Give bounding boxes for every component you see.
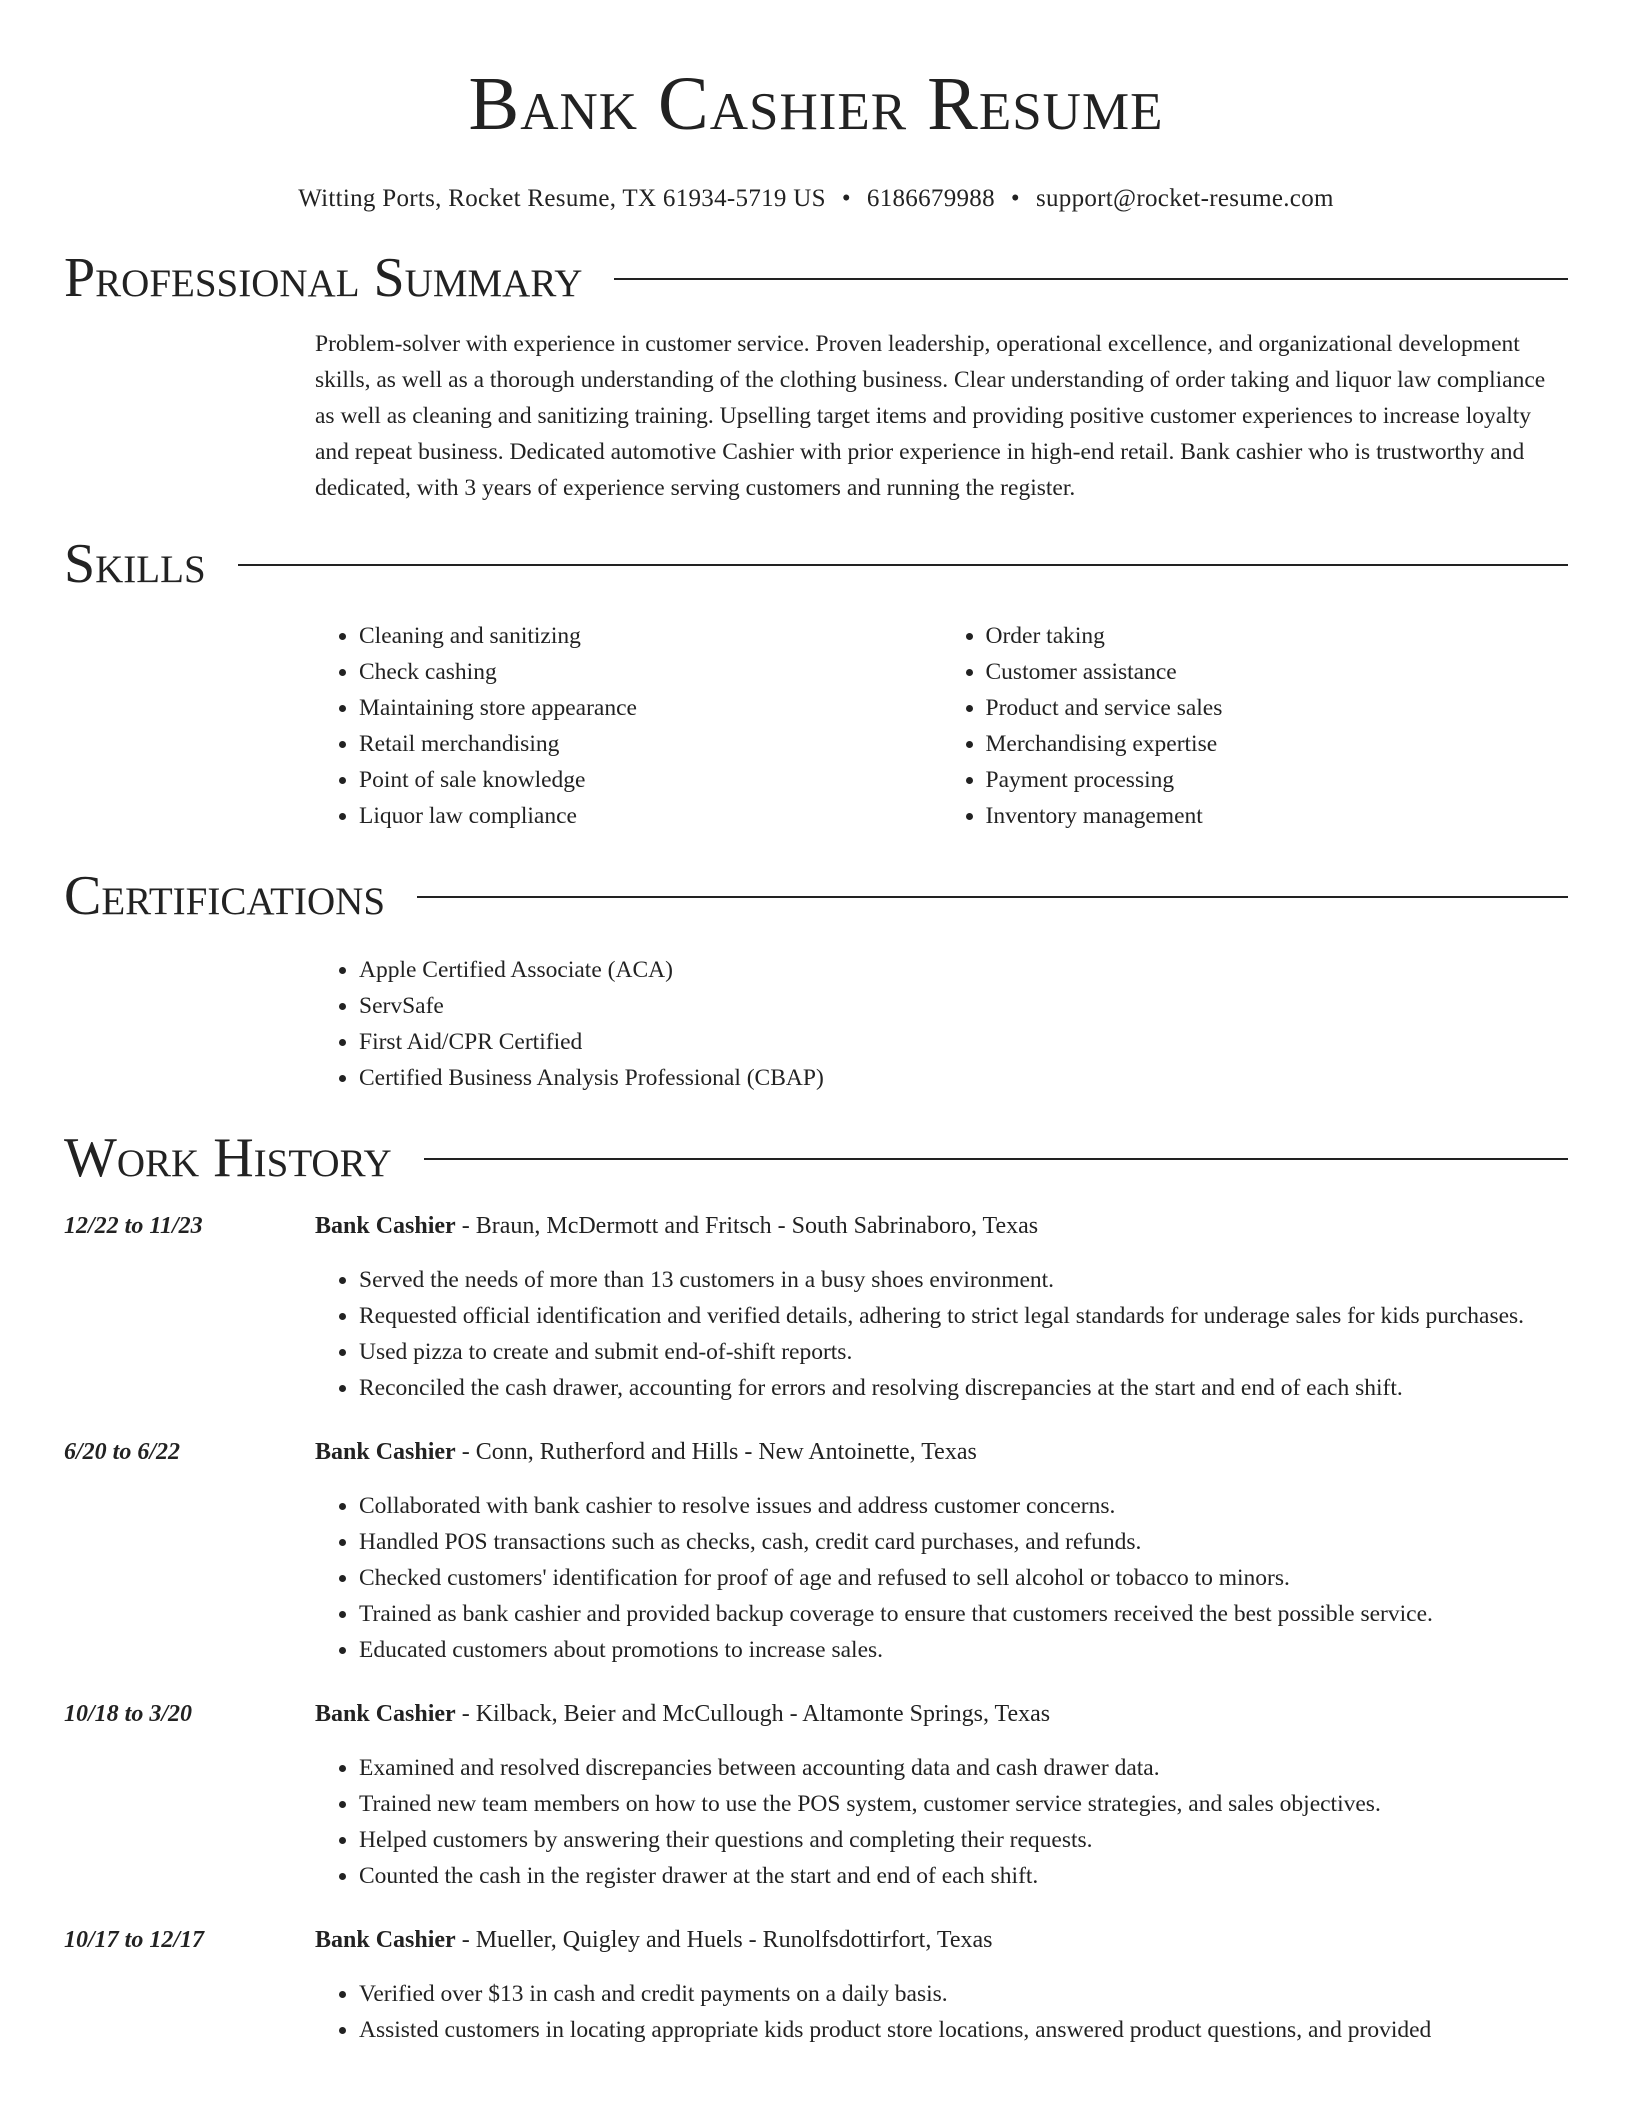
- contact-separator: •: [841, 185, 851, 212]
- summary-text: Problem-solver with experience in customer service. Proven leadership, operational excellence, and organizational development skills, as well as a thorough understanding of the clothing business. Clear understanding of order taking and liquor law compliance as well as cleaning and sanitizing training. Upselling target items and providing positive customer experiences to increase loyalty and repeat business. Dedicated automotive Cashier with prior experience in high-end retail. Bank cashier who is trustworthy and dedicated, with 3 years of experience serving customers and running the register.: [315, 331, 1546, 501]
- job-employer: - Mueller, Quigley and Huels - Runolfsdottirfort, Texas: [455, 1927, 993, 1953]
- job-dates: 12/22 to 11/23: [64, 1213, 203, 1239]
- job-bullets: [315, 1262, 1568, 1406]
- summary-heading: Professional Summary: [64, 247, 583, 309]
- resume-title: Bank Cashier Resume: [468, 62, 1164, 146]
- contact-phone: 6186679988: [866, 185, 995, 212]
- job-entry: [64, 1922, 1568, 2048]
- job-header: [315, 1696, 1568, 1732]
- job-header: [315, 1208, 1568, 1244]
- job-bullet: • Served the needs of more than 13 customers in a busy shoes environment.: [359, 1262, 1568, 1298]
- skill-item: • Inventory management: [986, 798, 1569, 834]
- job-title: Bank Cashier: [315, 1439, 456, 1465]
- job-bullet: • Trained new team members on how to use the POS system, customer service strategies, and sales objectives.: [359, 1786, 1568, 1822]
- summary-section-header: [64, 246, 1568, 310]
- skill-item: • Maintaining store appearance: [359, 690, 942, 726]
- job-bullets: [315, 1976, 1568, 2048]
- skills-column-right: [942, 618, 1569, 834]
- job-content: [315, 1696, 1568, 1894]
- job-entry: [64, 1208, 1568, 1406]
- job-title: Bank Cashier: [315, 1701, 456, 1727]
- work-history-heading: Work History: [64, 1127, 392, 1189]
- job-bullet: • Reconciled the cash drawer, accounting for errors and resolving discrepancies at the start and end of each shift.: [359, 1370, 1568, 1406]
- certification-item: • First Aid/CPR Certified: [359, 1024, 1568, 1060]
- work-history-section-header: [64, 1126, 1568, 1190]
- job-title: Bank Cashier: [315, 1927, 456, 1953]
- contact-address: Witting Ports, Rocket Resume, TX 61934-5719 US: [298, 185, 826, 212]
- job-bullet: • Checked customers' identification for proof of age and refused to sell alcohol or tobacco to minors.: [359, 1560, 1568, 1596]
- job-employer: - Kilback, Beier and McCullough - Altamonte Springs, Texas: [455, 1701, 1051, 1727]
- job-title: Bank Cashier: [315, 1213, 456, 1239]
- skills-column-left: [315, 618, 942, 834]
- skill-item: • Retail merchandising: [359, 726, 942, 762]
- job-dates: 6/20 to 6/22: [64, 1439, 181, 1465]
- job-bullet: • Counted the cash in the register drawer at the start and end of each shift.: [359, 1858, 1568, 1894]
- job-bullet: • Handled POS transactions such as checks, cash, credit card purchases, and refunds.: [359, 1524, 1568, 1560]
- skill-item: • Point of sale knowledge: [359, 762, 942, 798]
- section-divider: [424, 1158, 1568, 1160]
- skill-item: • Product and service sales: [986, 690, 1569, 726]
- skill-item: • Cleaning and sanitizing: [359, 618, 942, 654]
- section-divider: [417, 896, 1568, 898]
- job-bullet: • Educated customers about promotions to increase sales.: [359, 1632, 1568, 1668]
- job-bullet: • Collaborated with bank cashier to resolve issues and address customer concerns.: [359, 1488, 1568, 1524]
- job-employer: - Braun, McDermott and Fritsch - South Sabrinaboro, Texas: [455, 1213, 1039, 1239]
- job-dates: 10/18 to 3/20: [64, 1701, 193, 1727]
- job-entry: [64, 1434, 1568, 1668]
- job-bullet: • Used pizza to create and submit end-of-shift reports.: [359, 1334, 1568, 1370]
- job-bullet: • Examined and resolved discrepancies between accounting data and cash drawer data.: [359, 1750, 1568, 1786]
- skills-section-header: [64, 532, 1568, 596]
- certification-item: • Certified Business Analysis Professional (CBAP): [359, 1060, 1568, 1096]
- job-header: [315, 1434, 1568, 1470]
- certification-item: • ServSafe: [359, 988, 1568, 1024]
- job-content: [315, 1434, 1568, 1668]
- job-bullet: • Verified over $13 in cash and credit payments on a daily basis.: [359, 1976, 1568, 2012]
- job-content: [315, 1208, 1568, 1406]
- job-employer: - Conn, Rutherford and Hills - New Antoinette, Texas: [455, 1439, 977, 1465]
- job-entry: [64, 1696, 1568, 1894]
- contact-separator: •: [1010, 185, 1020, 212]
- certifications-section-header: [64, 864, 1568, 928]
- skill-item: • Merchandising expertise: [986, 726, 1569, 762]
- skills-list: [315, 618, 1568, 834]
- job-dates: 10/17 to 12/17: [64, 1927, 205, 1953]
- section-divider: [238, 564, 1568, 566]
- section-divider: [614, 278, 1568, 280]
- job-bullet: • Assisted customers in locating appropriate kids product store locations, answered product questions, and provided: [359, 2012, 1568, 2048]
- skill-item: • Payment processing: [986, 762, 1569, 798]
- job-bullet: • Helped customers by answering their questions and completing their requests.: [359, 1822, 1568, 1858]
- certifications-list: [315, 952, 1568, 1096]
- skill-item: • Order taking: [986, 618, 1569, 654]
- job-bullet: • Trained as bank cashier and provided backup coverage to ensure that customers received the best possible service.: [359, 1596, 1568, 1632]
- skill-item: • Check cashing: [359, 654, 942, 690]
- skill-item: • Customer assistance: [986, 654, 1569, 690]
- resume-page: [64, 0, 1568, 2048]
- skills-heading: Skills: [64, 533, 206, 595]
- contact-email: support@rocket-resume.com: [1035, 185, 1334, 212]
- job-bullet: • Requested official identification and verified details, adhering to strict legal standards for underage sales for kids purchases.: [359, 1298, 1568, 1334]
- job-content: [315, 1922, 1568, 2048]
- work-history-list: [64, 1208, 1568, 2048]
- job-bullets: [315, 1488, 1568, 1668]
- job-bullets: [315, 1750, 1568, 1894]
- skill-item: • Liquor law compliance: [359, 798, 942, 834]
- certifications-heading: Certifications: [64, 865, 386, 927]
- certification-item: • Apple Certified Associate (ACA): [359, 952, 1568, 988]
- contact-line: [64, 182, 1568, 216]
- job-header: [315, 1922, 1568, 1958]
